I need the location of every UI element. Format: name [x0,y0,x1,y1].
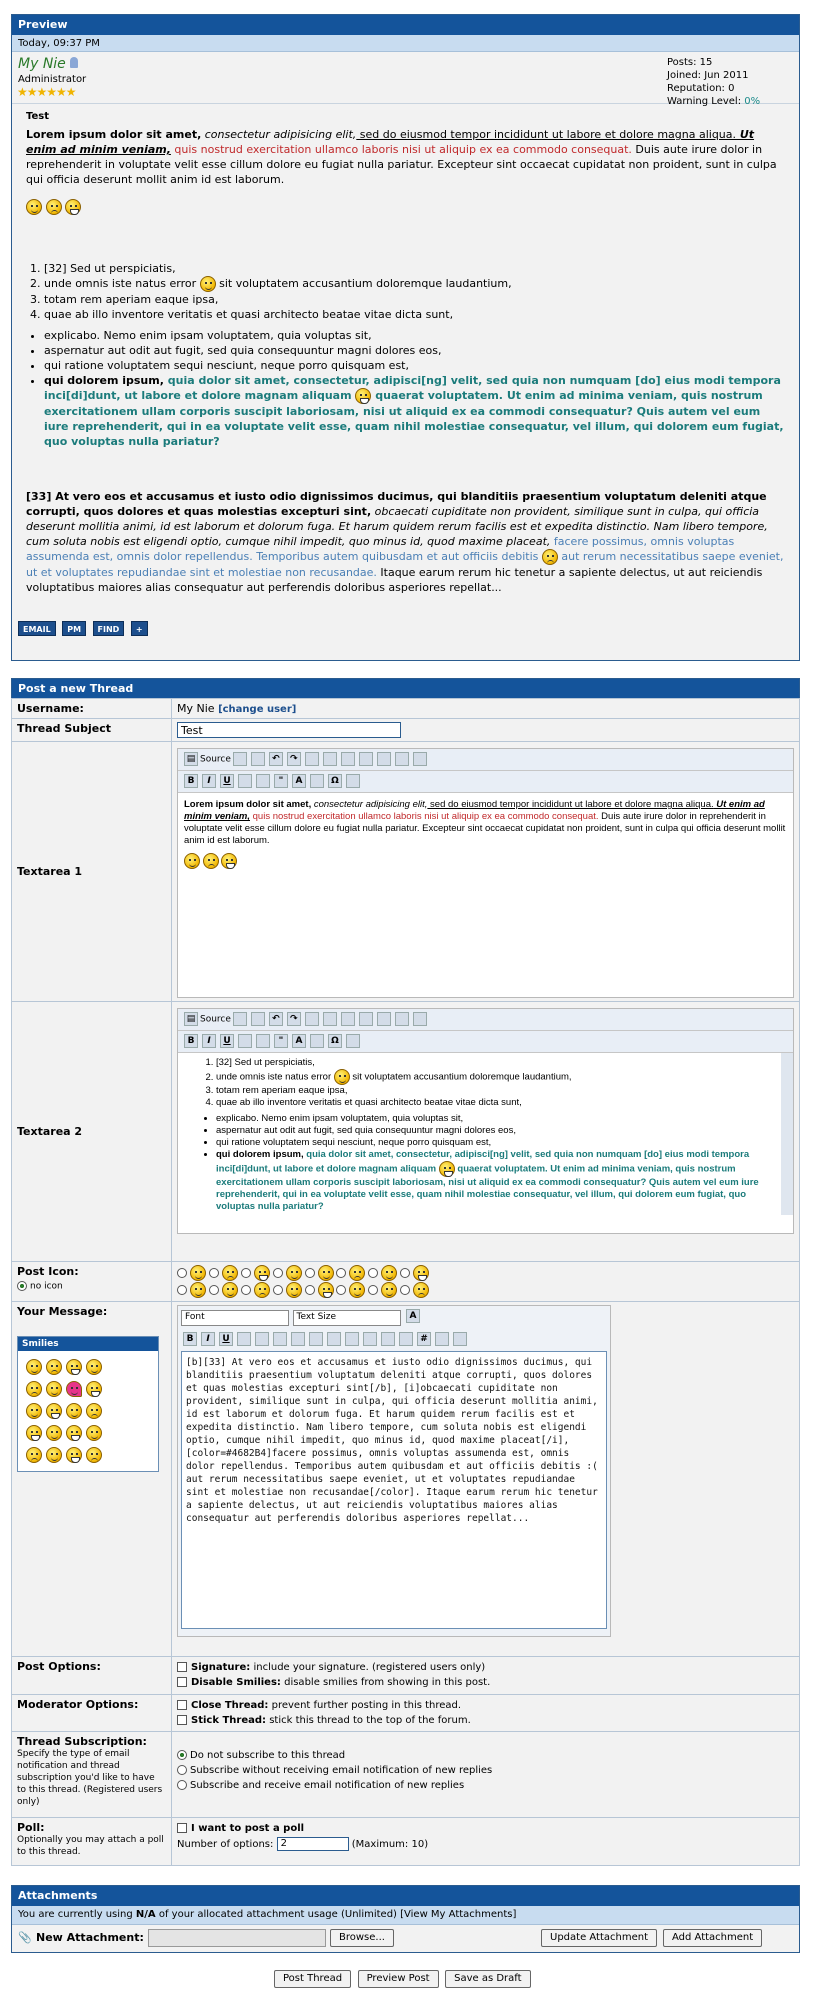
confused-icon [334,1069,350,1085]
preview-panel [11,14,800,661]
preview-header: Preview [12,15,799,35]
smiley-7-icon[interactable] [66,1381,82,1397]
message-textarea[interactable]: [b][33] At vero eos et accusamus et iusto odio dignissimos ducimus, qui blanditiis praesentium voluptatum deleniti atque corrupti, quos dolores et quas molestias excepturi sint[/b], [i]obcaecati cupiditate non provident, similique sunt in culpa, qui officia deserunt mollitia animi, id est laborum et dolorum fuga. Et harum quidem rerum facilis est et expedita distinctio. Nam libero tempore, cum soluta nobis est eligendi optio, cumque nihil impedit, quo minus id, quod maxime placeat[/i], [color=#4682B4]facere possimus, omnis voluptas assumenda est, omnis dolor repellendus. Temporibus autem quibusdam et aut officiis debitis :( aut rerum necessitatibus saepe eveniet, ut et voluptates repudiandae sint et molestiae non recusandae[/color]. Itaque earum rerum hic tenetur a sapiente delectus, ut aut reiciendis voluptatibus maiores alias consequatur aut perferendis doloribus asperiores repellat... [181,1351,607,1629]
numbered-list-icon[interactable] [309,1332,323,1346]
post-options-label: Post Options: [12,1657,172,1695]
underline-icon[interactable]: U [219,1332,233,1346]
remove-format-icon[interactable] [359,1012,373,1026]
post-title: Test [26,111,50,122]
icon-cool [318,1265,334,1281]
align-left-icon[interactable] [237,1332,251,1346]
quote-icon[interactable]: " [274,774,288,788]
smiley-13-icon[interactable] [26,1425,42,1441]
username-value: My Nie [177,702,215,715]
attachment-file-input[interactable] [148,1929,326,1947]
source-icon[interactable]: ▤ [184,1012,198,1026]
subscribe-no-email-radio[interactable] [177,1765,187,1775]
italic-icon[interactable]: I [202,774,216,788]
smile-icon [184,853,200,869]
smiley-19-icon[interactable] [66,1447,82,1463]
editor2-content[interactable]: 1. [32] Sed ut perspiciatis, 2. unde omnis iste natus error sit voluptatem accusantium doloremque laudantium, 3. totam rem aperiam eaque ipsa, 4. quae ab illo inventore veritatis et quasi architecto beatae vitae dicta sunt, • explicabo. Nemo enim ipsam voluptatem, quia voluptas sit, • aspernatur aut odit aut fugit, sed quia consequuntur magni dolores eos, • qui ratione voluptatem sequi nesciunt, neque porro quisquam est, • qui dolorem ipsum, quia dolor sit amet, consectetur, adipisci[ng] velit, sed quia non numquam [do] eius modi tempora inci[di]dunt, ut labore et dolore magnam aliquam quaerat voluptatem. Ut enim ad minima veniam, quis nostrum exercitationem ullam corporis suscipit laboriosam, nisi ut aliquid ex ea commodi consequatur? Quis autem vel eum iure reprehenderit, qui in ea voluptate velit esse, quam nihil molestiae consequatur, vel illum, qui dolorem eum fugiat, quo voluptas nulla pariatur? [178,1053,793,1215]
icon-tongue [381,1265,397,1281]
italic-icon[interactable]: I [202,1034,216,1048]
unlink-icon[interactable] [395,752,409,766]
smiley-17-icon[interactable] [26,1447,42,1463]
subject-label: Thread Subject [12,719,172,742]
subscription-label: Thread Subscription: [17,1735,147,1748]
browse-button[interactable]: Browse... [330,1929,394,1947]
post-body [12,104,799,619]
poll-desc: Optionally you may attach a poll to this thread. [17,1835,164,1857]
smiley-3-icon[interactable] [66,1359,82,1375]
icon-smile [190,1265,206,1281]
source-button[interactable]: Source [200,1014,231,1025]
source-button[interactable]: Source [200,754,231,765]
smiley-20-icon[interactable] [86,1447,102,1463]
numbered-list-icon[interactable] [238,774,252,788]
undo-icon[interactable]: ↶ [269,752,283,766]
globe-icon[interactable] [346,774,360,788]
sad-icon [46,199,62,215]
save-draft-button[interactable]: Save as Draft [445,1970,530,1988]
smiley-icon[interactable] [310,1034,324,1048]
update-attachment-button[interactable]: Update Attachment [541,1929,657,1947]
editor2-toolbar-2 [178,1031,793,1053]
smiley-9-icon[interactable] [26,1403,42,1419]
post-icon-label: Post Icon: [17,1265,79,1278]
post-form: Username: My Nie [change user] Thread Subject Test Textarea 1 ▤ Source ↶ ↷ B I U " A Ω Lorem ipsum dolor sit amet, consectetur adipisicing elit, sed do eiusmod tempor incididunt ut labore et dolore magna aliqua. Ut enim ad minim veniam, quis nostrud exercitation ullamco laboris nisi ut aliquip ex ea commodo consequat. Duis aute irure dolor in reprehenderit in voluptate velit esse cillum dolore eu fugiat nulla pariatur. Excepteur sint occaecat cupidatat non proident, sunt in culpa qui officia deserunt mollit anim id est laborum. Textarea 2 ▤ Source ↶ ↷ B I U " A Ω 1. [32] Sed ut perspiciatis, 2. unde omnis iste natus error sit voluptatem accusantium doloremque laudantium, 3. totam rem aperiam eaque ipsa, 4. quae ab illo inventore veritatis et quasi architecto beatae vitae dicta sunt, • explicabo. Nemo enim ipsam voluptatem, quia voluptas sit, • aspernatur aut odit aut fugit, sed quia consequuntur magni dolores eos, • qui ratione voluptatem sequi nesciunt, neque porro quisquam est, • qui dolorem ipsum, quia dolor sit amet, consectetur, adipisci[ng] velit, sed quia non numquam [do] eius modi tempora inci[di]dunt, ut labore et dolore magnam aliquam quaerat voluptatem. Ut enim ad minima veniam, quis nostrum exercitationem ullam corporis suscipit laboriosam, nisi ut aliquid ex ea commodi consequatur? Quis autem vel eum iure reprehenderit, qui in ea voluptate velit esse, quam nihil molestiae consequatur, vel illum, qui dolorem eum fugiat, quo voluptas nulla pariatur? Post Icon: no icon Your Message: Smilies Font Text Size A B I U # [b][33] At vero eos et accusamus et iusto odio dignissimos ducimus, qui blanditiis praesentium voluptatum deleniti atque corrupti, quos dolores et quas molestias excepturi sint[/b], [i]obcaecati cupiditate non provident, similique sunt in culpa, qui officia deserunt mollitia animi, id est laborum et dolorum fuga. Et harum quidem rerum facilis est et expedita distinctio. Nam libero tempore, cum soluta nobis est eligendi optio, cumque nihil impedit, quo minus id, quod maxime placeat[/i], [color=#4682B4]facere possimus, omnis voluptas assumenda est, omnis dolor repellendus. Temporibus autem quibusdam et aut officiis debitis :( aut rerum necessitatibus saepe eveniet, ut et voluptates repudiandae sint et molestiae non recusandae[/color]. Itaque earum rerum hic tenetur a sapiente delectus, ut aut reiciendis voluptatibus maiores alias consequatur aut perferendis doloribus asperiores repellat... Post Options: Signature: include your signature. (registered users only) Disable Smilies: disable smilies from showing in this post. Moderator Options: Close Thread: prevent further posting in this thread. Stick Thread: stick this thread to the top of the forum. Thread Subscription: Specify the type of email notification and thread subscription you'd like to have to this thread. (Registered users only) Do not subscribe to this thread Subscribe without receiving email notification of new replies Subscribe and receive email notification of new replies Poll: Optionally you may attach a poll to this thread. I want to post a poll Number of options: 2 (Maximum: 10) [11,698,800,1866]
subject-input[interactable]: Test [177,722,401,738]
no-icon-radio[interactable] [17,1281,27,1291]
redo-icon[interactable]: ↷ [287,1012,301,1026]
grin-icon [439,1161,455,1177]
special-char-icon[interactable]: Ω [328,1034,342,1048]
smiley-18-icon[interactable] [46,1447,62,1463]
icon-idea [286,1282,302,1298]
smilies-row [26,199,785,215]
code-icon[interactable] [399,1332,413,1346]
media-icon[interactable] [453,1332,467,1346]
justify-icon[interactable] [291,1332,305,1346]
grin-icon [65,199,81,215]
special-char-icon[interactable]: Ω [328,774,342,788]
text-color-icon[interactable]: A [292,774,306,788]
author-title: Administrator [18,74,87,85]
form-actions [274,1970,574,1988]
smilies-box [17,1336,159,1472]
smiley-16-icon[interactable] [86,1425,102,1441]
icon-sad [222,1265,238,1281]
text-color-icon[interactable]: A [292,1034,306,1048]
bullet-list-icon[interactable] [327,1332,341,1346]
post-poll-checkbox[interactable] [177,1823,187,1833]
preview-post-button[interactable]: Preview Post [358,1970,439,1988]
redo-icon[interactable]: ↷ [287,752,301,766]
editor1-toolbar-1 [178,749,793,771]
hash-icon[interactable]: # [417,1332,431,1346]
paragraph-1: Lorem ipsum dolor sit amet, consectetur adipisicing elit, sed do eiusmod tempor incididunt ut labore et dolore magna aliqua. Ut enim ad minim veniam, quis nostrud exercitation ullamco laboris nisi ut aliquip ex ea commodo consequat. Duis aute irure dolor in reprehenderit in voluptate velit esse cillum dolore eu fugiat nulla pariatur. Excepteur sint occaecat cupidatat non proident, sunt in culpa qui officia deserunt mollit anim id est laborum. [26,128,777,186]
icon-music [318,1282,334,1298]
new-page-icon[interactable] [251,752,265,766]
email-button[interactable]: EMAIL [18,621,56,636]
link-icon[interactable] [377,752,391,766]
smiley-12-icon[interactable] [86,1403,102,1419]
remove-format-icon[interactable] [359,752,373,766]
smiley-6-icon[interactable] [46,1381,62,1397]
smiley-2-icon[interactable] [46,1359,62,1375]
message-label: Your Message: [17,1305,108,1318]
numbered-list-icon[interactable] [238,1034,252,1048]
editor2-toolbar-1 [178,1009,793,1031]
textarea2-label: Textarea 2 [12,1002,172,1262]
email-link-icon[interactable] [345,1332,359,1346]
font-color-icon[interactable]: A [406,1309,420,1323]
bbcode-toolbar-1 [181,1309,607,1329]
undo-icon[interactable]: ↶ [269,1012,283,1026]
rich-editor-2 [177,1008,794,1234]
post-icon-grid [172,1262,800,1302]
confused-icon [200,276,216,292]
paperclip-icon: 📎 [18,1931,32,1944]
icon-grin [254,1265,270,1281]
attachments-panel [11,1885,800,1953]
smilies-grid [18,1351,158,1471]
icon-angry [349,1265,365,1281]
italic-icon[interactable]: I [201,1332,215,1346]
smiley-4-icon[interactable] [86,1359,102,1375]
smilies-title: Smilies [18,1337,158,1351]
form-header-bar [11,678,800,698]
moderator-options-label: Moderator Options: [12,1695,172,1732]
icon-rainbow [413,1282,429,1298]
globe-icon[interactable] [346,1034,360,1048]
rich-editor-1 [177,748,794,998]
save-icon[interactable] [233,752,247,766]
bullet-list: • explicabo. Nemo enim ipsam voluptatem, quia voluptas sit, • aspernatur aut odit aut fugit, sed quia consequuntur magni dolores eos, • qui ratione voluptatem sequi nesciunt, neque porro quisquam est, • qui dolorem ipsum, quia dolor sit amet, consectetur, adipisci[ng] velit, sed quia non numquam [do] eius modi tempora inci[di]dunt, ut labore et dolore magnam aliquam quaerat voluptatem. Ut enim ad minima veniam, quis nostrum exercitationem ullam corporis suscipit laboriosam, nisi ut aliquid ex ea commodi consequatur? Quis autem vel eum iure reprehenderit, qui in ea voluptate velit esse, quam nihil molestiae consequatur, vel illum, qui dolorem eum fugiat, quo voluptas nulla pariatur? [26,328,785,449]
smiley-10-icon[interactable] [46,1403,62,1419]
image-icon[interactable] [413,752,427,766]
disable-smilies-checkbox[interactable] [177,1677,187,1687]
username-label: Username: [12,699,172,719]
form-header: Post a new Thread [12,679,799,699]
paragraph-2: [33] At vero eos et accusamus et iusto odio dignissimos ducimus, qui blanditiis praesentium voluptatum deleniti atque corrupti, quos dolores et quas molestias excepturi sint, obcaecati cupiditate non provident, similique sunt in culpa, qui officia deserunt mollitia animi, id est laborum et dolorum fuga. Et harum quidem rerum facilis est et expedita distinctio. Nam libero tempore, cum soluta nobis est eligendi optio, cumque nihil impedit, quo minus id, quod maxime placeat, facere possimus, omnis voluptas assumenda est, omnis dolor repellendus. Temporibus autem quibusdam et aut officiis debitis aut rerum necessitatibus saepe eveniet, ut et voluptates repudiandae sint et molestiae non recusandae. Itaque earum rerum hic tenetur a sapiente delectus, ut aut reiciendis voluptatibus maiores alias consequatur aut perferendis doloribus asperiores repellat... [26,490,784,594]
poll-label: Poll: [17,1821,45,1834]
smile-icon [26,199,42,215]
quote-icon[interactable] [435,1332,449,1346]
underline-icon[interactable]: U [220,1034,234,1048]
replace-icon[interactable] [323,752,337,766]
editor1-content[interactable]: Lorem ipsum dolor sit amet, consectetur adipisicing elit, sed do eiusmod tempor incididunt ut labore et dolore magna aliqua. Ut enim ad minim veniam, quis nostrud exercitation ullamco laboris nisi ut aliquip ex ea commodo consequat. Duis aute irure dolor in reprehenderit in voluptate velit esse cillum dolore eu fugiat nulla pariatur. Excepteur sint occaecat cupidatat non proident, sunt in culpa qui officia deserunt mollit anim id est laborum. [178,793,793,953]
link-icon[interactable] [363,1332,377,1346]
subscription-desc: Specify the type of email notification and thread subscription you'd like to have to this thread. (Registered users only) [17,1749,163,1807]
grin-icon [355,388,371,404]
pm-button[interactable]: PM [62,621,86,636]
smiley-5-icon[interactable] [26,1381,42,1397]
author-name[interactable]: My Nie [18,56,78,72]
add-attachment-button[interactable]: Add Attachment [663,1929,762,1947]
close-thread-checkbox[interactable] [177,1700,187,1710]
find-icon[interactable] [305,1012,319,1026]
bold-icon[interactable]: B [184,1034,198,1048]
no-subscribe-radio[interactable] [177,1750,187,1760]
smiley-15-icon[interactable] [66,1425,82,1441]
find-button[interactable]: FIND [93,621,125,636]
textarea1-label: Textarea 1 [12,742,172,1002]
signature-checkbox[interactable] [177,1662,187,1672]
link-icon[interactable] [377,1012,391,1026]
icon-heart [349,1282,365,1298]
find-icon[interactable] [305,752,319,766]
icon-warning [254,1282,270,1298]
poll-options-input[interactable]: 2 [277,1837,349,1851]
icon-laugh [413,1265,429,1281]
image-icon[interactable] [381,1332,395,1346]
smiley-icon[interactable] [310,774,324,788]
image-icon[interactable] [413,1012,427,1026]
align-right-icon[interactable] [273,1332,287,1346]
smiley-1-icon[interactable] [26,1359,42,1375]
quote-icon[interactable]: " [274,1034,288,1048]
subscribe-email-radio[interactable] [177,1780,187,1790]
source-icon[interactable]: ▤ [184,752,198,766]
ordered-list: 1. [32] Sed ut perspiciatis, 2. unde omnis iste natus error sit voluptatem accusantium doloremque laudantium, 3. totam rem aperiam eaque ipsa, 4. quae ab illo inventore veritatis et quasi architecto beatae vitae dicta sunt, [26,261,785,322]
smiley-14-icon[interactable] [46,1425,62,1441]
select-all-icon[interactable] [341,1012,355,1026]
bullet-list-icon[interactable] [256,1034,270,1048]
font-select[interactable]: Font [181,1310,289,1326]
post-date: Today, 09:37 PM [12,35,799,52]
icon-wink [286,1265,302,1281]
sad-icon [203,853,219,869]
change-user-link[interactable]: [change user] [218,704,297,715]
smiley-11-icon[interactable] [66,1403,82,1419]
bullet-list-icon[interactable] [256,774,270,788]
rating-stars-icon: ★★★★★★ [17,85,76,99]
replace-icon[interactable] [323,1012,337,1026]
sad-icon [542,549,558,565]
icon-star [381,1282,397,1298]
smiley-8-icon[interactable] [86,1381,102,1397]
add-contact-button[interactable]: + [131,621,148,636]
bbcode-editor [177,1305,611,1637]
post-author-bar [12,52,799,107]
align-center-icon[interactable] [255,1332,269,1346]
icon-info [222,1282,238,1298]
user-icon [70,57,78,68]
bold-icon[interactable]: B [184,774,198,788]
stick-thread-checkbox[interactable] [177,1715,187,1725]
bbcode-toolbar-2 [181,1329,607,1351]
icon-question [190,1282,206,1298]
author-stats: Posts: 15 Joined: Jun 2011 Reputation: 0 Warning Level: 0% [667,57,761,107]
select-all-icon[interactable] [341,752,355,766]
bold-icon[interactable]: B [183,1332,197,1346]
save-icon[interactable] [233,1012,247,1026]
attachment-usage: You are currently using N/A of your allocated attachment usage (Unlimited) [View My Attachments] [12,1906,799,1925]
grin-icon [221,853,237,869]
size-select[interactable]: Text Size [293,1310,401,1326]
no-icon-label: no icon [30,1281,63,1292]
post-buttons [12,619,799,638]
post-thread-button[interactable]: Post Thread [274,1970,351,1988]
underline-icon[interactable]: U [220,774,234,788]
editor1-toolbar-2 [178,771,793,793]
new-page-icon[interactable] [251,1012,265,1026]
unlink-icon[interactable] [395,1012,409,1026]
attachments-header: Attachments [12,1886,799,1906]
new-attachment-label: New Attachment: [36,1931,144,1944]
